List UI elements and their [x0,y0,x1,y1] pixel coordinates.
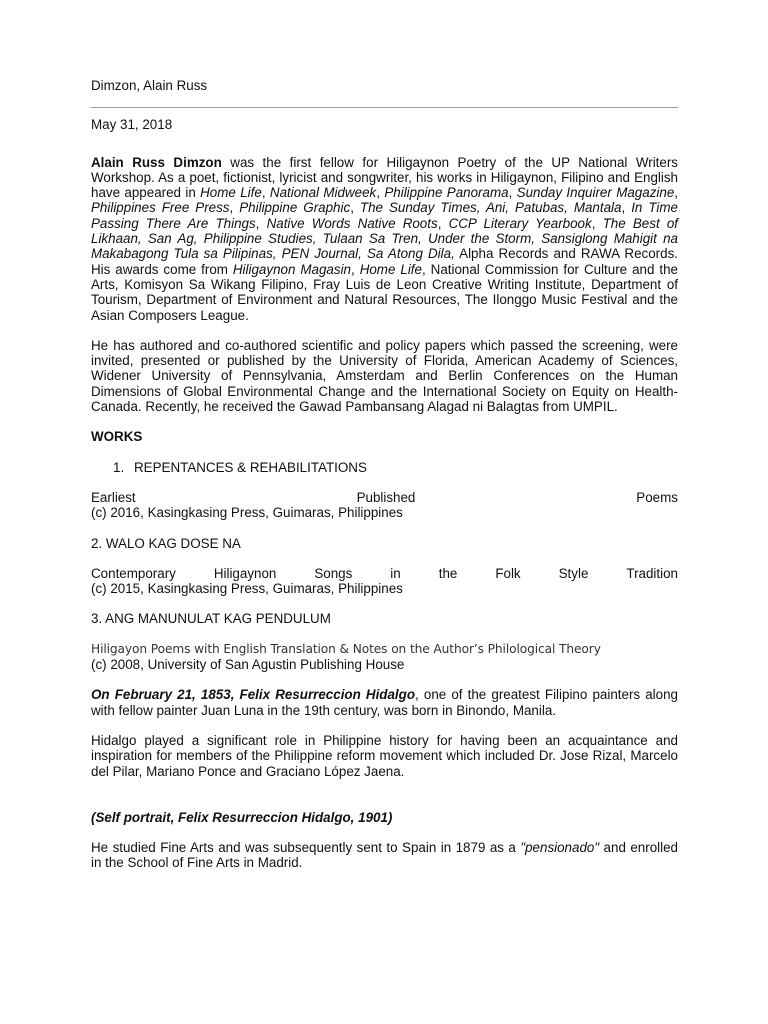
work-description-word: Folk [495,565,521,581]
bio-text: , [350,200,360,216]
work-description: Hiligayon Poems with English Translation & Notes on the Author’s Philological Theory [91,641,601,656]
bio-paragraph [91,155,678,323]
bio-text: , [261,185,270,201]
work-publisher: (c) 2008, University of San Agustin Publishing House [91,657,405,673]
bio-text: , [376,185,385,201]
author-name: Dimzon, Alain Russ [91,78,208,93]
bio-publication: Sunday Inquirer Magazine [516,185,675,201]
bio-publication: Home Life [200,185,262,201]
bio-publication: CCP Literary Yearbook [448,215,592,231]
bio-text: Alpha Records and RAWA Records. His awards come from [91,246,678,277]
work-number: 3. [91,611,103,627]
bio-text: was the first fellow for Hiligaynon Poetry of the UP National Writers Workshop. As a poet, fictionist, lyricist and songwriter, his works in Hiligaynon, Filipino and English have appeared in [91,154,679,201]
works-heading: WORKS [91,429,143,445]
bio-text: , [255,215,267,231]
bio-publication: The Best of Likhaan, San Ag, Philippine Studies, Tulaan Sa Tren, Under the Storm, Sansiglong Mahigit na Makabagong Tula sa Pilipinas, PEN Journal, Sa Atong Dila, [91,215,679,262]
bio-text: , [437,215,449,231]
work-publisher: (c) 2016, Kasingkasing Press, Guimaras, Philippines [91,505,403,521]
document-page [91,78,678,871]
hidalgo-text: and enrolled in the School of Fine Arts in Madrid. [91,840,678,871]
work-description-word: Hiligaynon [213,565,277,581]
bio-text: , National Commission for Culture and the Arts, Komisyon Sa Wikang Filipino, Fray Luis de Leon Creative Writing Institute, Department of Tourism, Department of Environment and Natural Resources, The Ilonggo Music Festival and the Asian Composers League. [91,261,678,323]
bio-publication: Philippines Free Press [91,200,230,216]
work-description-word: Style [558,565,589,581]
work-details-1 [91,490,678,521]
bio-publication: Hiligaynon Magasin [232,261,351,277]
work-description-word: Published [356,489,416,505]
portrait-caption: (Self portrait, Felix Resurreccion Hidalgo, 1901) [91,809,393,825]
work-description-word: the [438,565,458,581]
bio-text: , [621,200,632,216]
work-details-3 [91,642,678,673]
work-title-2 [91,536,678,551]
hidalgo-term: "pensionado" [520,840,600,856]
hidalgo-paragraph-3 [91,840,678,871]
bio-publication: National Midweek [269,185,377,201]
work-description-word: Poems [636,489,678,505]
hidalgo-paragraph-2: Hidalgo played a significant role in Philippine history for having been an acquaintance and inspiration for members of the Philippine reform movement which included Dr. Jose Rizal, Marcelo del Pilar, Mariano Ponce and Graciano López Jaena. [91,732,678,779]
hidalgo-lead: On February 21, 1853, Felix Resurreccion Hidalgo [91,687,416,703]
bio-publication: The Sunday Times, Ani, Patubas, Mantala [359,200,622,216]
bio-publication: Philippine Graphic [239,200,351,216]
work-description-word: Tradition [626,565,678,581]
hidalgo-text: , one of the greatest Filipino painters along with fellow painter Juan Luna in the 19th century, was born in Binondo, Manila. [91,687,678,718]
work-description-word: Contemporary [91,565,176,581]
document-date: May 31, 2018 [91,117,173,133]
work-description-word: Earliest [91,489,136,505]
bio-publication: In Time Passing There Are Things [91,200,678,231]
work-title-text: WALO KAG DOSE NA [105,535,241,551]
work-title-3 [91,611,678,626]
work-title-text: REPENTANCES & REHABILITATIONS [134,459,367,475]
bio-text: , [229,200,240,216]
papers-paragraph: He has authored and co-authored scientific and policy papers which passed the screening, were invited, presented or published by the University of Florida, American Academy of Sciences, Widener University of Pennsylvania, Amsterdam and Berlin Conferences on the Human Dimensions of Global Environmental Change and the International Society on Equity on Health-Canada. Recently, he received the Gawad Pambansang Alagad ni Balagtas from UMPIL. [91,337,678,415]
bio-publication: Home Life [359,261,422,277]
bio-text: , [674,185,678,201]
bio-text: , [591,215,603,231]
work-description-word: in [390,565,401,581]
bio-publication: Native Words Native Roots [266,215,438,231]
work-description [91,566,678,581]
work-title-text: ANG MANUNULAT KAG PENDULUM [105,611,331,627]
hidalgo-paragraph-1 [91,687,678,718]
work-description [91,490,678,505]
bio-publication: Philippine Panorama [384,185,509,201]
work-number: 2. [91,535,103,551]
work-number: 1. [113,459,125,475]
work-title-1 [91,460,678,475]
header-divider [91,107,678,108]
bio-text: , [508,185,517,201]
bio-name: Alain Russ Dimzon [91,154,222,170]
bio-text: , [351,261,360,277]
work-description-word: Songs [314,565,353,581]
hidalgo-text: He studied Fine Arts and was subsequently sent to Spain in 1879 as a [91,840,521,856]
work-details-2 [91,566,678,597]
work-publisher: (c) 2015, Kasingkasing Press, Guimaras, Philippines [91,581,403,597]
